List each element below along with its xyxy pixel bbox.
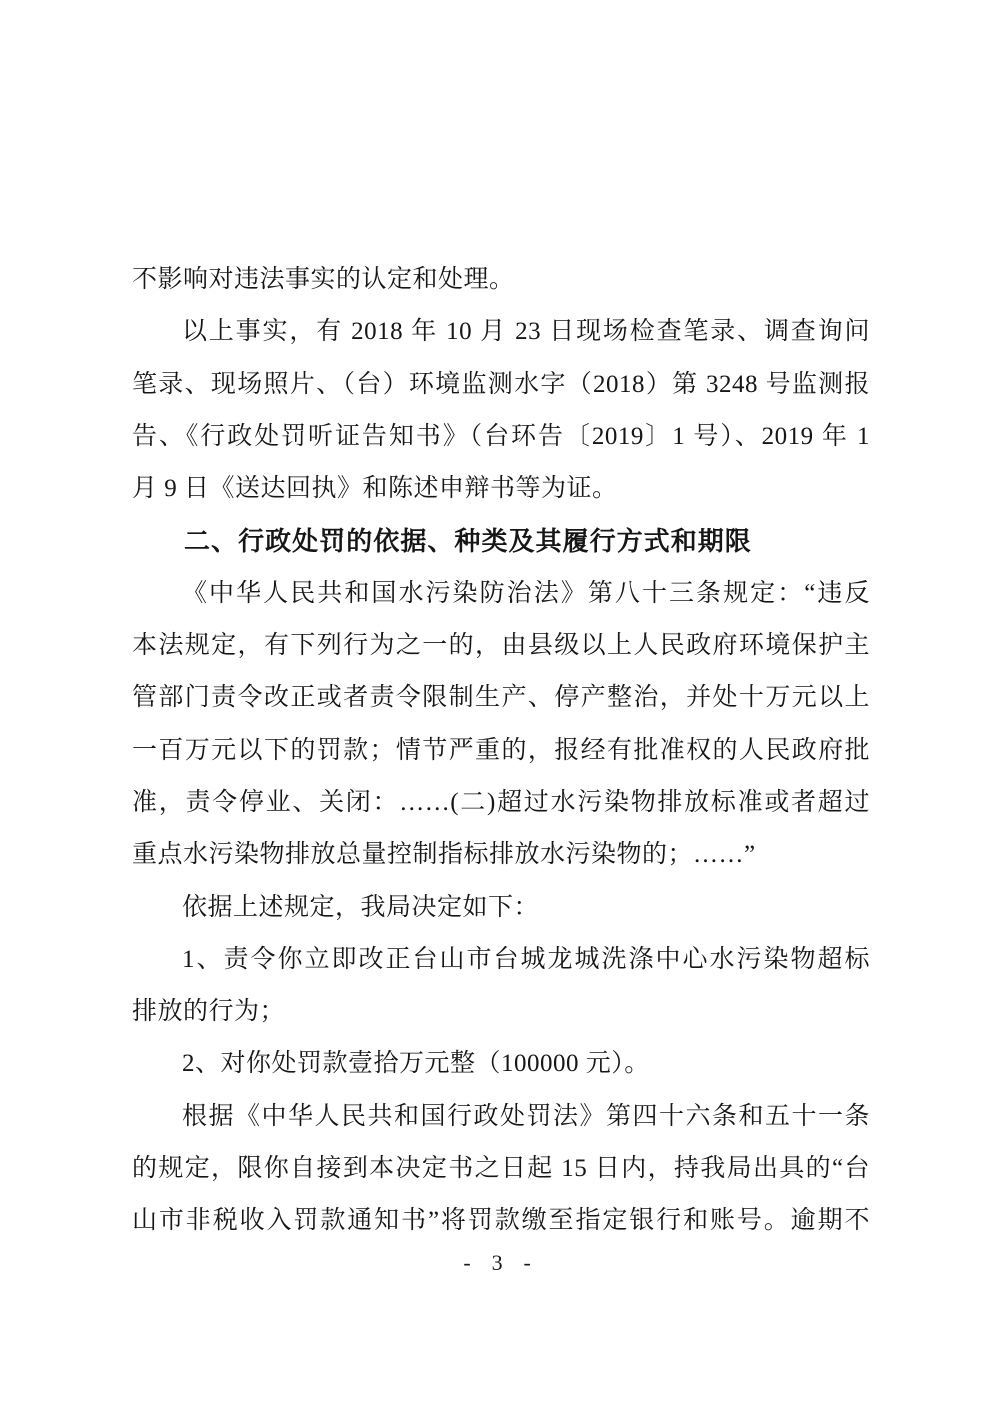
text-line-10: 一百万元以下的罚款；情节严重的，报经有批准权的人民政府批 [132, 736, 870, 764]
document-body [132, 254, 870, 1248]
text-line-11: 准，责令停业、关闭：……(二)超过水污染物排放标准或者超过 [132, 788, 870, 816]
text-line-17: 根据《中华人民共和国行政处罚法》第四十六条和五十一条 [182, 1102, 870, 1130]
text-line-03: 笔录、现场照片、（台）环境监测水字（2018）第 3248 号监测报 [132, 370, 870, 398]
section-heading: 二、行政处罚的依据、种类及其履行方式和期限 [184, 526, 752, 557]
text-line-18: 的规定，限你自接到本决定书之日起 15 日内，持我局出具的“台 [132, 1155, 870, 1183]
text-line-08: 本法规定，有下列行为之一的，由县级以上人民政府环境保护主 [132, 632, 870, 660]
text-line-15: 排放的行为； [132, 998, 286, 1026]
text-line-02: 以上事实，有 2018 年 10 月 23 日现场检查笔录、调查询问 [182, 318, 870, 346]
text-line-19: 山市非税收入罚款通知书”将罚款缴至指定银行和账号。逾期不 [132, 1207, 870, 1235]
text-line-09: 管部门责令改正或者责令限制生产、停产整治，并处十万元以上 [132, 684, 870, 712]
text-line-05: 月 9 日《送达回执》和陈述申辩书等为证。 [132, 475, 618, 503]
text-line-13: 依据上述规定，我局决定如下： [182, 893, 540, 921]
text-line-14: 1、责令你立即改正台山市台城龙城洗涤中心水污染物超标 [182, 945, 870, 973]
text-line-01: 不影响对违法事实的认定和处理。 [132, 266, 515, 293]
text-line-12: 重点水污染物排放总量控制指标排放水污染物的；……” [132, 841, 756, 869]
text-line-07: 《中华人民共和国水污染防治法》第八十三条规定：“违反 [182, 579, 870, 607]
text-line-04: 告、《行政处罚听证告知书》（台环告〔2019〕1 号）、2019 年 1 [132, 422, 870, 450]
text-line-16: 2、对你处罚款壹拾万元整（100000 元）。 [182, 1050, 650, 1078]
page-number: - 3 - [463, 1250, 539, 1275]
